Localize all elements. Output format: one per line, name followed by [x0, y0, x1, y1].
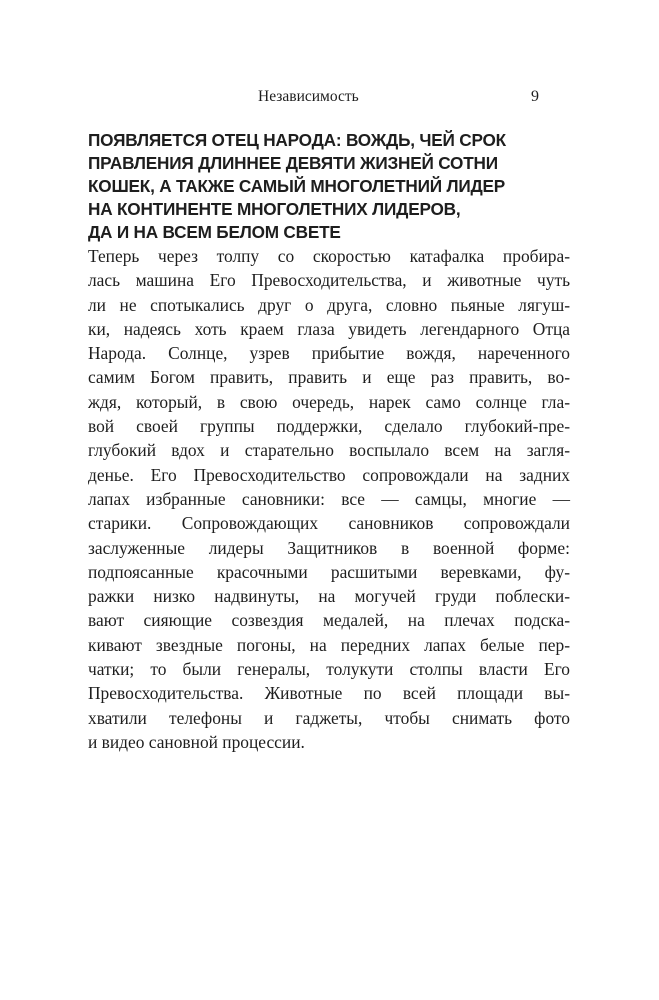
chapter-heading-line: ПОЯВЛЯЕТСЯ ОТЕЦ НАРОДА: ВОЖДЬ, ЧЕЙ СРОК	[88, 130, 506, 150]
body-line: кивают звездные погоны, на передних лапах белые пер-	[88, 634, 570, 655]
body-line: денье. Его Превосходительство сопровождали на задних	[88, 464, 570, 485]
chapter-heading-line: КОШЕК, А ТАКЖЕ САМЫЙ МНОГОЛЕТНИЙ ЛИДЕР	[88, 176, 506, 196]
running-head-title: Независимость	[258, 88, 359, 105]
body-line: заслуженные лидеры Защитников в военной форме:	[88, 537, 570, 558]
body-paragraph	[88, 244, 570, 754]
body-line: подпоясанные красочными расшитыми веревками, фу-	[88, 561, 570, 582]
body-line: ражки низко надвинуты, на могучей груди поблески-	[88, 586, 570, 607]
body-line: ки, надеясь хоть краем глаза увидеть легендарного Отца	[88, 318, 570, 339]
body-line: старики. Сопровождающих сановников сопровождали	[88, 513, 570, 534]
body-line: лась машина Его Превосходительства, и животные чуть	[88, 270, 570, 291]
body-line: чатки; то были генералы, толукути столпы власти Его	[88, 659, 570, 680]
body-line: лапах избранные сановники: все — самцы, многие —	[88, 488, 570, 509]
body-line: Превосходительства. Животные по всей площади вы-	[88, 683, 570, 704]
body-line: вают сияющие созвездия медалей, на плечах подска-	[88, 610, 570, 631]
page-number: 9	[531, 88, 539, 105]
chapter-heading	[88, 129, 558, 244]
body-line: ждя, который, в свою очередь, нарек само солнце гла-	[88, 391, 570, 412]
body-line: ли не спотыкались друг о друга, словно пьяные лягуш-	[88, 294, 570, 315]
chapter-heading-line: ДА И НА ВСЕМ БЕЛОМ СВЕТЕ	[88, 222, 341, 242]
chapter-heading-line: НА КОНТИНЕНТЕ МНОГОЛЕТНИХ ЛИДЕРОВ,	[88, 199, 461, 219]
body-line: самим Богом править, править и еще раз править, во-	[88, 367, 570, 388]
body-line: и видео сановной процессии.	[88, 731, 305, 752]
body-line: хватили телефоны и гаджеты, чтобы снимать фото	[88, 707, 570, 728]
chapter-heading-line: ПРАВЛЕНИЯ ДЛИННЕЕ ДЕВЯТИ ЖИЗНЕЙ СОТНИ	[88, 153, 498, 173]
body-line: Народа. Солнце, узрев прибытие вождя, нареченного	[88, 343, 570, 364]
body-line: глубокий вдох и старательно воспылало всем на загля-	[88, 440, 570, 461]
body-line: Теперь через толпу со скоростью катафалка пробира-	[88, 246, 570, 266]
body-line: вой своей группы поддержки, сделало глубокий-пре-	[88, 416, 570, 437]
running-head	[0, 88, 659, 110]
